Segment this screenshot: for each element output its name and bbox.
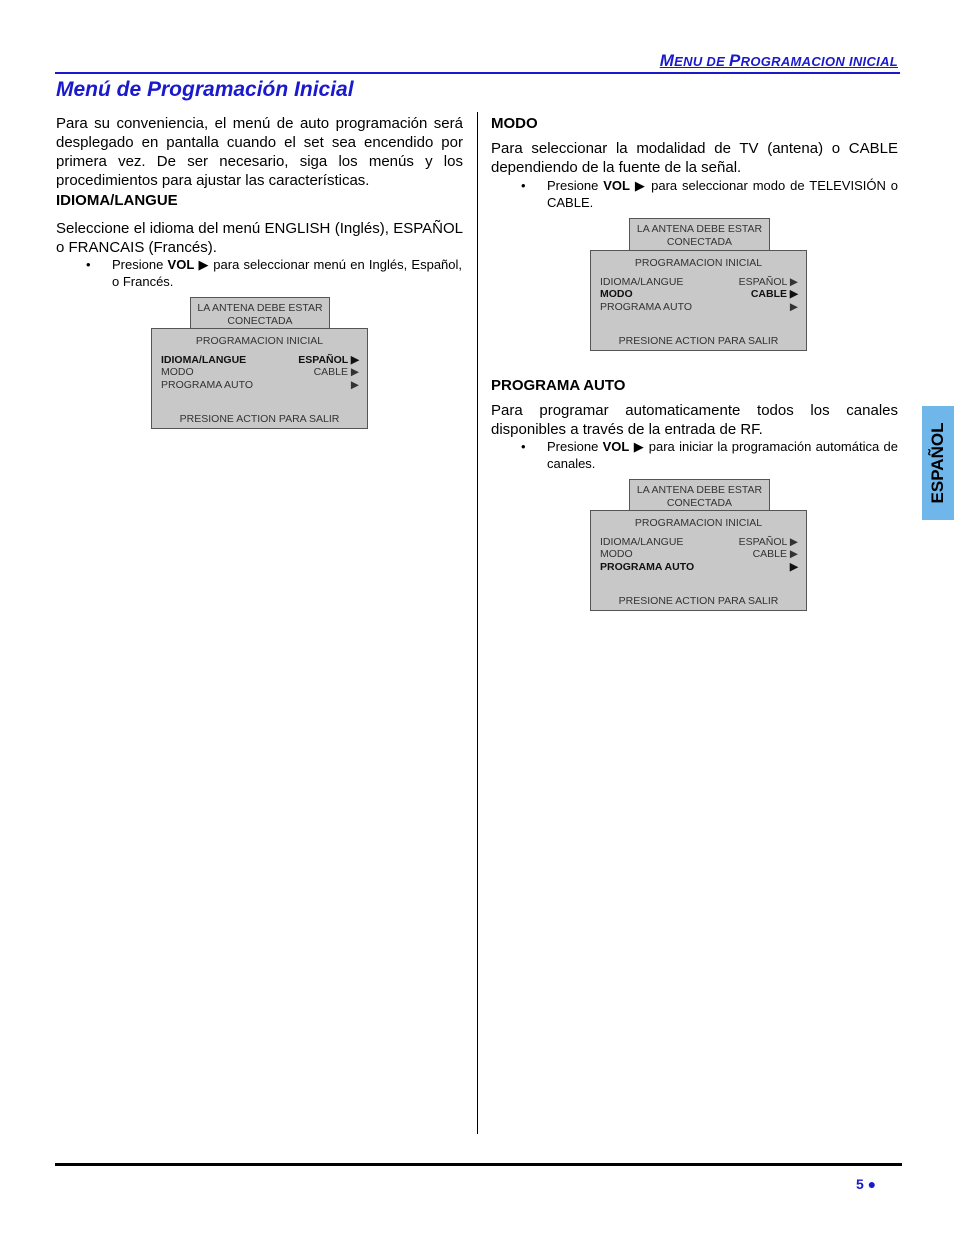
language-tab: ESPAÑOL [922,406,954,520]
osd-row-idioma: IDIOMA/LANGUE ESPAÑOL ▶ [600,276,798,288]
right-arrow-icon: ▶ [198,257,210,272]
osd-panel [590,510,807,611]
osd-footer: PRESIONE ACTION PARA SALIR [179,413,340,425]
bullet-mark: • [521,178,526,193]
osd-title: PROGRAMACION INICIAL [195,335,324,347]
osd-row-modo: MODO CABLE ▶ [600,288,798,300]
osd-row-modo: MODO CABLE ▶ [161,366,359,378]
programa-paragraph: Para programar automaticamente todos los canales disponibles a través de la entrada de RF. [491,402,898,438]
osd-row-programa: PROGRAMA AUTO ▶ [600,561,798,573]
intro-paragraph: Para su conveniencia, el menú de auto programación será desplegado en pantalla cuando el set sea encendido por primera vez. De ser necesario, siga los menús y los procedimientos para ajustar las características. [56,115,463,189]
osd-row-idioma: IDIOMA/LANGUE ESPAÑOL ▶ [600,536,798,548]
osd-row-modo: MODO CABLE ▶ [600,548,798,560]
idioma-paragraph: Seleccione el idioma del menú ENGLISH (Inglés), ESPAÑOL o FRANCAIS (Francés). [56,220,463,256]
osd-title: PROGRAMACION INICIAL [634,257,763,269]
osd-panel [151,328,368,429]
modo-heading: MODO [491,115,538,132]
osd-footer: PRESIONE ACTION PARA SALIR [618,595,779,607]
bullet-mark: • [521,439,526,454]
programa-heading: PROGRAMA AUTO [491,377,626,394]
programa-bullet: • Presione VOL ▶ para iniciar la programación automática de canales. [521,439,898,471]
right-arrow-icon: ▶ [634,178,647,193]
right-arrow-icon: ▶ [633,439,645,454]
page-title: Menú de Programación Inicial [56,78,354,101]
osd-row-idioma: IDIOMA/LANGUE ESPAÑOL ▶ [161,354,359,366]
modo-paragraph: Para seleccionar la modalidad de TV (antena) o CABLE dependiendo de la fuente de la señal. [491,140,898,176]
modo-bullet: • Presione VOL ▶ para seleccionar modo de TELEVISIÓN o CABLE. [521,178,899,210]
osd-warning: LA ANTENA DEBE ESTAR CONECTADA [190,297,330,330]
page-number: 5 ● [856,1176,877,1192]
running-header: MENU DE PROGRAMACION INICIAL [659,51,898,70]
vol-key: VOL [602,439,630,454]
header-rule [55,72,900,74]
osd-warning: LA ANTENA DEBE ESTAR CONECTADA [629,479,770,512]
vol-key: VOL [603,178,630,193]
osd-warning: LA ANTENA DEBE ESTAR CONECTADA [629,218,770,252]
idioma-heading: IDIOMA/LANGUE [56,192,178,209]
footer-rule [55,1163,902,1166]
bullet-mark: • [86,257,91,272]
osd-panel [590,250,807,351]
column-divider [477,112,478,1134]
osd-row-programa: PROGRAMA AUTO ▶ [161,379,359,391]
osd-row-programa: PROGRAMA AUTO ▶ [600,301,798,313]
osd-title: PROGRAMACION INICIAL [634,517,763,529]
idioma-bullet: • Presione VOL ▶ para seleccionar menú en Inglés, Español, o Francés. [86,257,463,289]
vol-key: VOL [167,257,195,272]
osd-footer: PRESIONE ACTION PARA SALIR [618,335,779,347]
